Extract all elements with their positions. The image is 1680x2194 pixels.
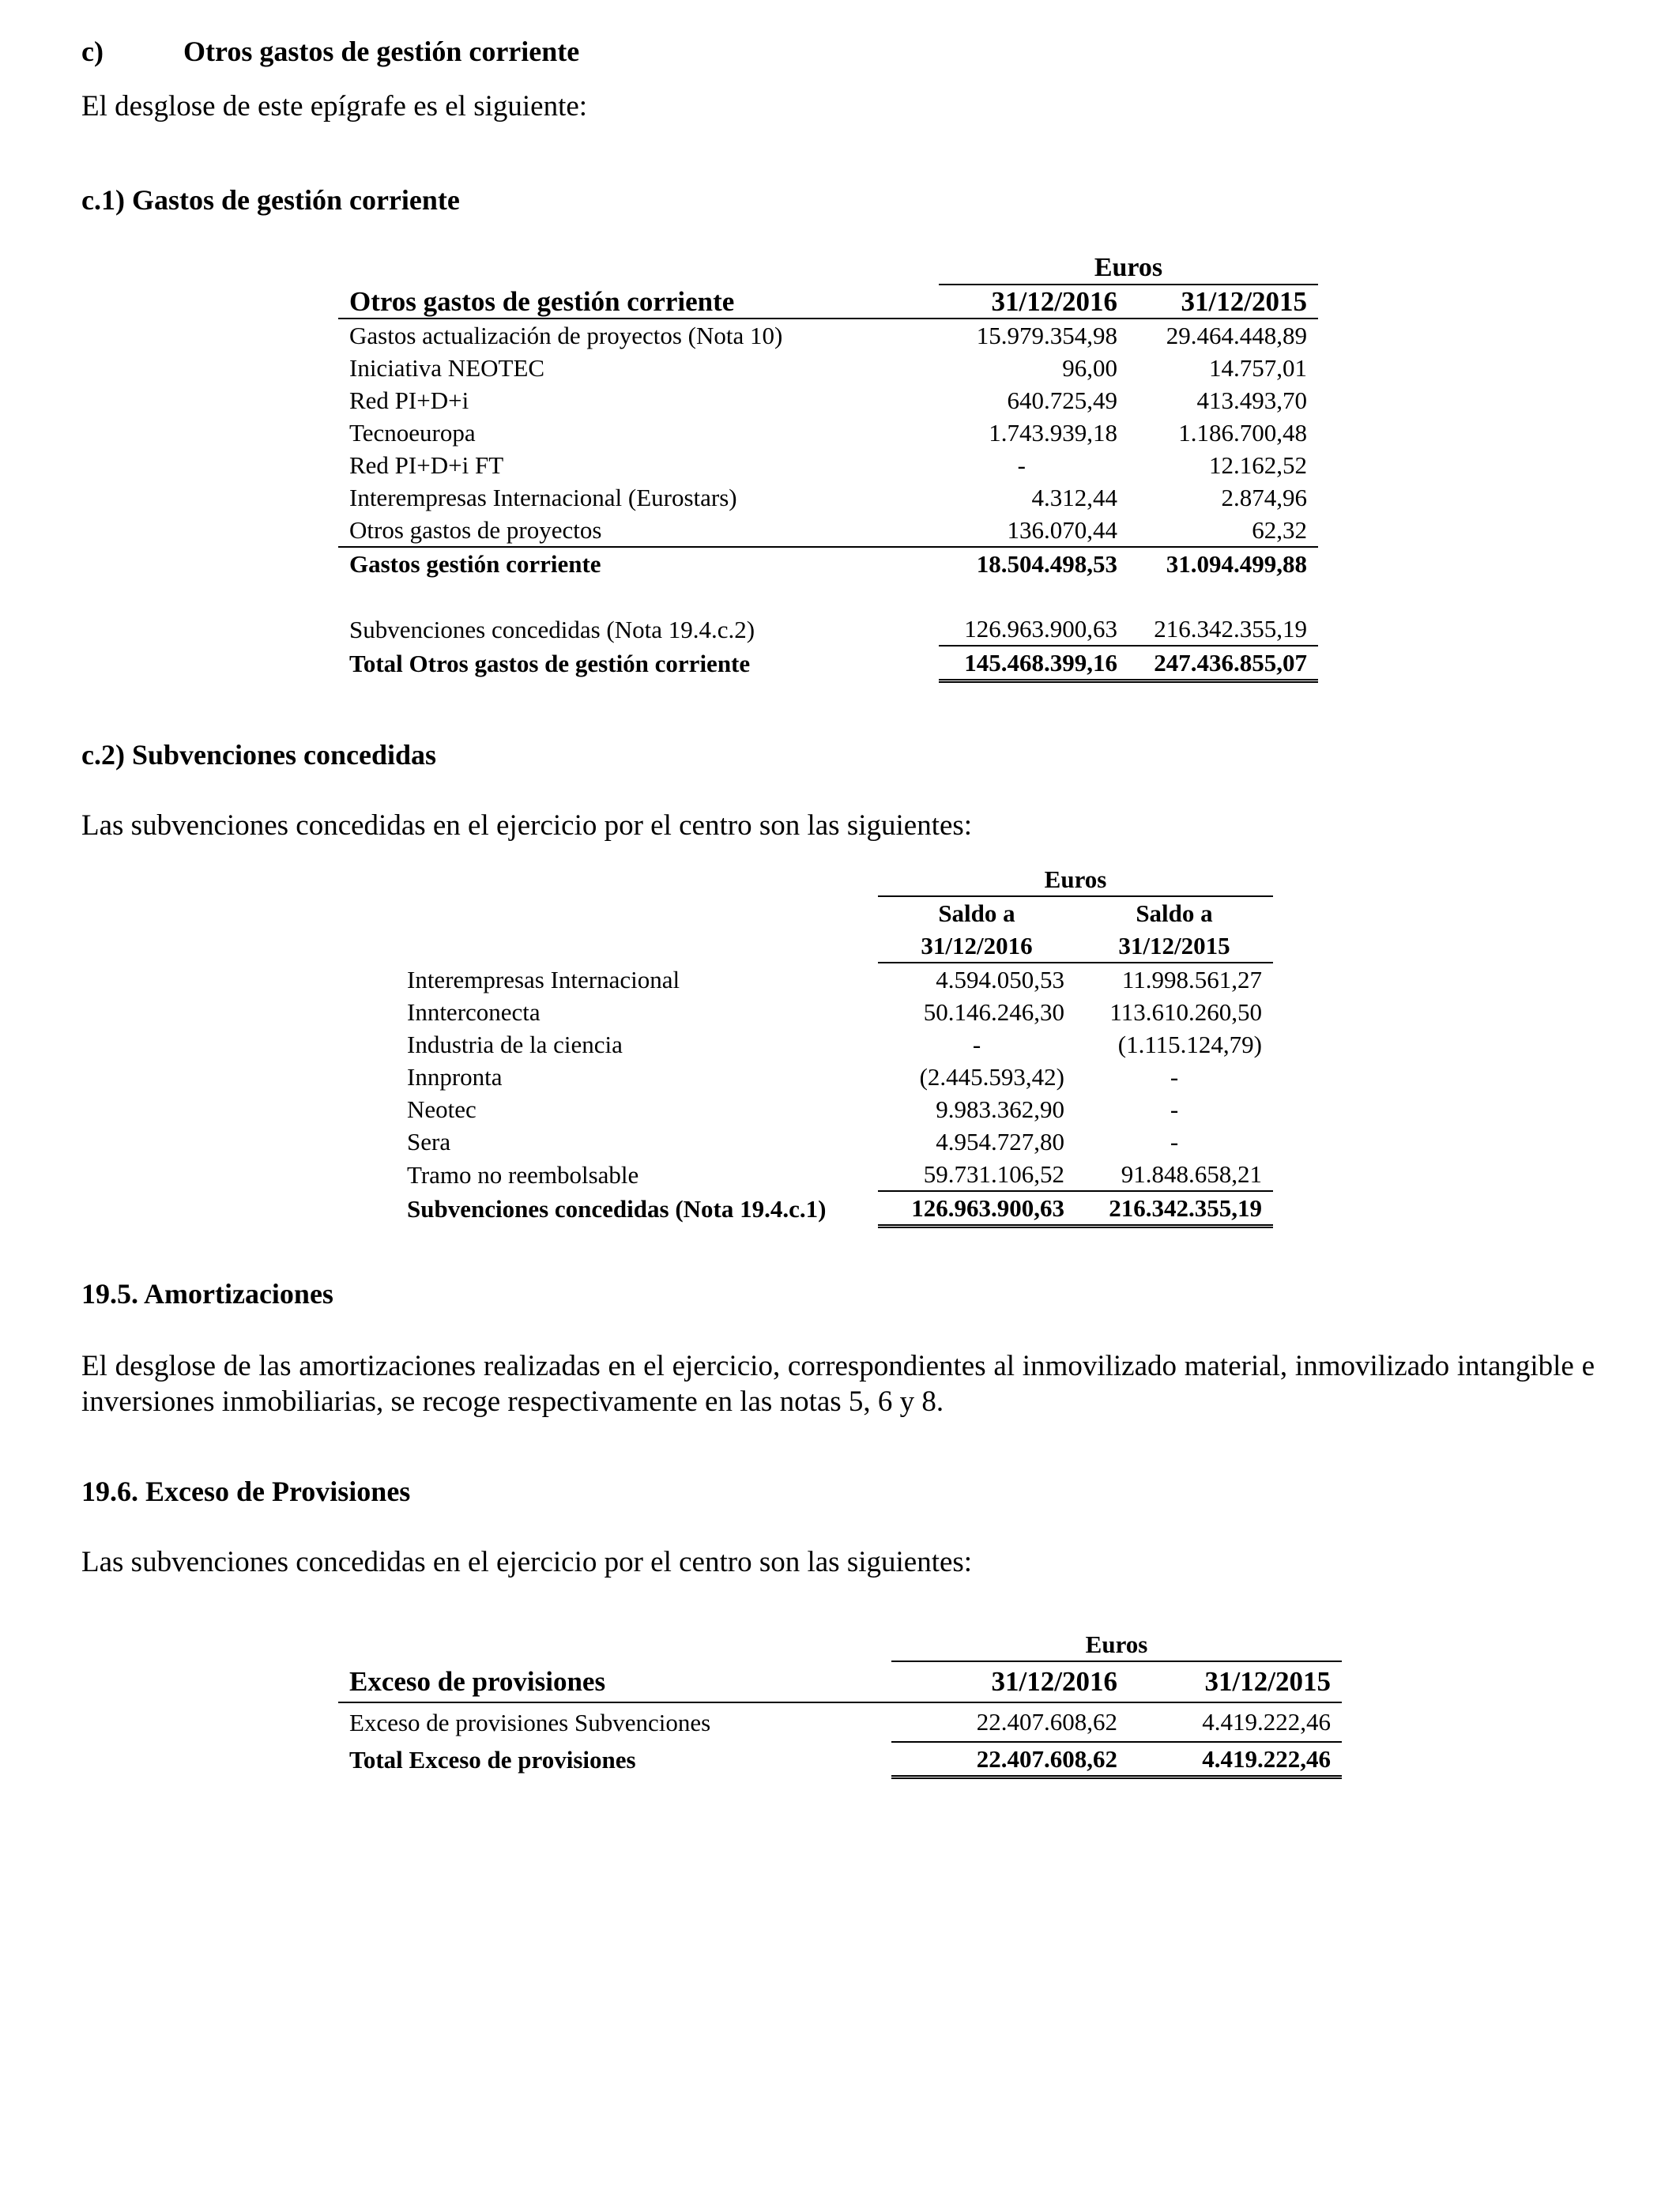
section-195-text: El desglose de las amortizaciones realizadas en el ejercicio, correspondientes al inmovilizado material, inmovilizado intangible e inversiones inmobiliarias, se recoge respectivamente en las notas 5, 6 y 8. <box>81 1350 1595 1418</box>
table-row <box>338 1702 1342 1742</box>
row-label: Sera <box>407 1128 451 1155</box>
row-value-2015: 2.874,96 <box>1221 484 1307 511</box>
table-row <box>338 514 1318 547</box>
table-row <box>396 1061 1273 1093</box>
currency-header: Euros <box>878 863 1273 896</box>
row-value-2016: 640.725,49 <box>1007 386 1117 414</box>
row-value-2016: 1.743.939,18 <box>989 419 1117 447</box>
row-label: Interempresas Internacional (Eurostars) <box>349 484 737 511</box>
row-value-2015: - <box>1170 1063 1179 1091</box>
row-value-2016: 9.983.362,90 <box>936 1095 1064 1123</box>
table-header-label: Otros gastos de gestión corriente <box>338 285 939 319</box>
row-value-2015: - <box>1170 1095 1179 1123</box>
row-value-2016: 4.312,44 <box>1031 484 1117 511</box>
header-saldo-2015: Saldo a <box>1136 899 1213 927</box>
row-value-2015: 4.419.222,46 <box>1128 1702 1342 1742</box>
row-value-2015: 14.757,01 <box>1209 354 1307 382</box>
row-label: Innterconecta <box>407 998 541 1026</box>
table-row <box>396 1125 1273 1158</box>
total-row <box>396 1191 1273 1227</box>
total-2015: 247.436.855,07 <box>1128 646 1318 681</box>
currency-header: Euros <box>891 1628 1342 1661</box>
row-value-2015: 62,32 <box>1128 514 1318 547</box>
section-c-intro: El desglose de este epígrafe es el siguiente: <box>81 90 588 123</box>
table-row <box>338 352 1318 384</box>
row-value-2016: 96,00 <box>1062 354 1117 382</box>
subvenciones-2016: 126.963.900,63 <box>964 615 1117 643</box>
table-header-2015: 31/12/2015 <box>1128 285 1318 319</box>
row-value-2015: - <box>1170 1128 1179 1155</box>
subtotal-row <box>338 547 1318 580</box>
row-label: Otros gastos de proyectos <box>338 514 939 547</box>
row-label: Red PI+D+i <box>349 386 469 414</box>
section-c-title: Otros gastos de gestión corriente <box>183 36 580 67</box>
section-c2-intro: Las subvenciones concedidas en el ejercicio por el centro son las siguientes: <box>81 809 973 842</box>
total-label: Total Otros gastos de gestión corriente <box>349 649 751 677</box>
row-value-2016: 22.407.608,62 <box>891 1702 1128 1742</box>
subvenciones-table <box>396 863 1273 1228</box>
row-value-2016: - <box>1017 451 1026 479</box>
header-date-2015: 31/12/2015 <box>1075 929 1273 963</box>
section-c2-title: c.2) Subvenciones concedidas <box>81 739 437 771</box>
subvenciones-2015: 216.342.355,19 <box>1154 615 1307 643</box>
total-row <box>338 1742 1342 1777</box>
row-label: Gastos actualización de proyectos (Nota 10) <box>349 322 783 349</box>
row-value-2016: 15.979.354,98 <box>976 322 1117 349</box>
subvenciones-row <box>338 613 1318 646</box>
row-value-2016: 50.146.246,30 <box>923 998 1064 1026</box>
row-label: Iniciativa NEOTEC <box>349 354 545 382</box>
table-header-2016: 31/12/2016 <box>939 285 1128 319</box>
table-row <box>338 481 1318 514</box>
row-value-2015: 11.998.561,27 <box>1121 966 1262 993</box>
row-value-2015: 1.186.700,48 <box>1178 419 1307 447</box>
row-value-2015: 113.610.260,50 <box>1109 998 1262 1026</box>
section-195-title: 19.5. Amortizaciones <box>81 1278 333 1310</box>
subvenciones-label: Subvenciones concedidas (Nota 19.4.c.2) <box>349 615 755 643</box>
subtotal-2016: 18.504.498,53 <box>976 550 1117 578</box>
table-row <box>396 1028 1273 1061</box>
row-label: Interempresas Internacional <box>407 965 680 993</box>
table-row <box>396 1158 1273 1191</box>
row-value-2015: (1.115.124,79) <box>1117 1031 1262 1058</box>
currency-header: Euros <box>939 251 1318 285</box>
table-header-label: Exceso de provisiones <box>338 1661 891 1702</box>
row-value-2016: 4.954.727,80 <box>936 1128 1064 1155</box>
row-label: Industria de la ciencia <box>407 1031 623 1058</box>
row-value-2016: - <box>972 1031 981 1058</box>
row-value-2015: 12.162,52 <box>1209 451 1307 479</box>
table-row <box>338 417 1318 449</box>
total-label: Subvenciones concedidas (Nota 19.4.c.1) <box>407 1194 827 1223</box>
total-2015: 4.419.222,46 <box>1128 1742 1342 1777</box>
row-value-2015: 29.464.448,89 <box>1166 322 1307 349</box>
section-c-label: c) <box>81 36 104 67</box>
total-row <box>338 646 1318 681</box>
row-value-2016: (2.445.593,42) <box>919 1063 1064 1091</box>
table-row <box>338 319 1318 352</box>
row-label: Neotec <box>407 1095 477 1123</box>
row-label: Tramo no reembolsable <box>407 1160 639 1189</box>
total-2016: 145.468.399,16 <box>939 646 1128 681</box>
row-label: Tecnoeuropa <box>349 419 476 447</box>
total-2015: 216.342.355,19 <box>1075 1191 1273 1227</box>
gastos-gestion-table <box>338 251 1318 683</box>
subtotal-2015: 31.094.499,88 <box>1166 550 1307 578</box>
section-196-intro: Las subvenciones concedidas en el ejercicio por el centro son las siguientes: <box>81 1546 973 1578</box>
row-label: Exceso de provisiones Subvenciones <box>349 1708 711 1736</box>
total-label: Total Exceso de provisiones <box>349 1745 636 1774</box>
row-label: Innpronta <box>407 1063 503 1091</box>
section-c1-title: c.1) Gastos de gestión corriente <box>81 184 460 216</box>
total-2016: 126.963.900,63 <box>878 1191 1075 1227</box>
row-value-2016: 136.070,44 <box>939 514 1128 547</box>
row-label: Red PI+D+i FT <box>349 451 504 479</box>
table-row <box>338 449 1318 481</box>
row-value-2016: 4.594.050,53 <box>936 966 1064 993</box>
row-value-2015: 91.848.658,21 <box>1075 1158 1273 1191</box>
exceso-provisiones-table <box>338 1628 1342 1779</box>
row-value-2015: 413.493,70 <box>1196 386 1307 414</box>
table-row <box>338 384 1318 417</box>
table-header-2016: 31/12/2016 <box>891 1661 1128 1702</box>
total-2016: 22.407.608,62 <box>891 1742 1128 1777</box>
subtotal-label: Gastos gestión corriente <box>349 550 601 578</box>
table-row <box>396 996 1273 1028</box>
table-row <box>396 1093 1273 1125</box>
header-date-2016: 31/12/2016 <box>878 929 1075 963</box>
table-row <box>396 963 1273 996</box>
header-saldo-2016: Saldo a <box>938 899 1015 927</box>
section-196-title: 19.6. Exceso de Provisiones <box>81 1476 411 1507</box>
table-header-2015: 31/12/2015 <box>1128 1661 1342 1702</box>
row-value-2016: 59.731.106,52 <box>878 1158 1075 1191</box>
